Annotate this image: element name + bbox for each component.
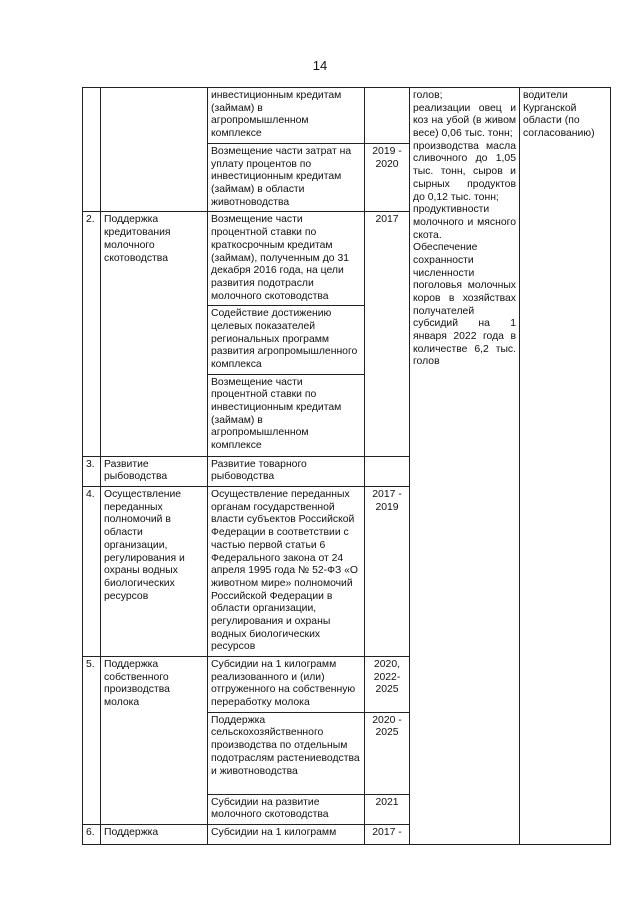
years-cell: 2017 - <box>365 825 410 845</box>
measure-cell: Содействие достижению целевых показателей региональных программ развития агропромышленного комплекса <box>208 306 365 374</box>
row-number: 5. <box>83 657 101 825</box>
row-number: 4. <box>83 487 101 657</box>
row-name: Поддержка <box>101 825 208 845</box>
measure-cell: инвестиционным кредитам (займам) в агропромышленном комплексе <box>208 88 365 144</box>
measure-cell: Субсидии на развитие молочного скотоводства <box>208 794 365 824</box>
result-line: продуктивности молочного и мясного скота. <box>413 204 516 241</box>
years-cell: 2019 - 2020 <box>365 144 410 212</box>
years-cell <box>365 456 410 486</box>
measure-cell: Развитие товарного рыбоводства <box>208 456 365 486</box>
results-cell <box>410 88 520 845</box>
measure-cell: Субсидии на 1 килограмм реализованного и (или) отгруженного на собственную переработку молока <box>208 657 365 713</box>
measure-cell: Субсидии на 1 килограмм <box>208 825 365 845</box>
row-number: 2. <box>83 212 101 456</box>
page-number: 14 <box>312 58 328 73</box>
years-cell: 2017 <box>365 212 410 456</box>
years-cell: 2020 - 2025 <box>365 712 410 794</box>
years-cell: 2020, 2022- 2025 <box>365 657 410 713</box>
row-number: 6. <box>83 825 101 845</box>
row-name: Поддержка собственного производства молока <box>101 657 208 825</box>
row-number: 3. <box>83 456 101 486</box>
measure-cell: Осуществление переданных органам государственной власти субъектов Российской Федерации в соответствии с частью первой статьи 6 Федерального закона от 24 апреля 1995 года № 52-ФЗ «О животном мире» полномочий Российской Федерации в области организации, регулирования и охраны водных биологических ресурсов <box>208 487 365 657</box>
years-cell <box>365 88 410 144</box>
result-line: производства масла сливочного до 1,05 тыс. тонн, сыров и сырных продуктов до 0,12 тыс. тонн; <box>413 140 516 203</box>
measure-cell: Возмещение части затрат на уплату процентов по инвестиционным кредитам (займам) в области животноводства <box>208 144 365 212</box>
row-name: Развитие рыбоводства <box>101 456 208 486</box>
measure-cell: Возмещение части процентной ставки по краткосрочным кредитам (займам), полученным до 31 декабря 2016 года, на цели развития подотрасли молочного скотоводства <box>208 212 365 306</box>
result-line: реализации овец и коз на убой (в живом весе) 0,06 тыс. тонн; <box>413 102 516 140</box>
row-number <box>83 88 101 212</box>
measure-cell: Возмещение части процентной ставки по инвестиционным кредитам (займам) в агропромышленном комплексе <box>208 374 365 456</box>
row-name: Поддержка кредитования молочного скотоводства <box>101 212 208 456</box>
years-cell: 2021 <box>365 794 410 824</box>
executors-cell: водители Курганской области (по согласованию) <box>520 88 611 845</box>
result-line: голов; <box>413 90 443 101</box>
row-name <box>101 88 208 212</box>
row-name: Осуществление переданных полномочий в области организации, регулирования и охраны водных биологических ресурсов <box>101 487 208 657</box>
years-cell: 2017 - 2019 <box>365 487 410 657</box>
result-line: Обеспечение сохранности численности поголовья молочных коров в хозяйствах получателей субсидий на 1 января 2022 года в количестве 6,2 тыс. голов <box>413 242 516 368</box>
measure-cell: Поддержка сельскохозяйственного производства по отдельным подотраслям растениеводства и животноводства <box>208 712 365 794</box>
program-table <box>82 87 611 845</box>
table-row <box>83 88 611 144</box>
